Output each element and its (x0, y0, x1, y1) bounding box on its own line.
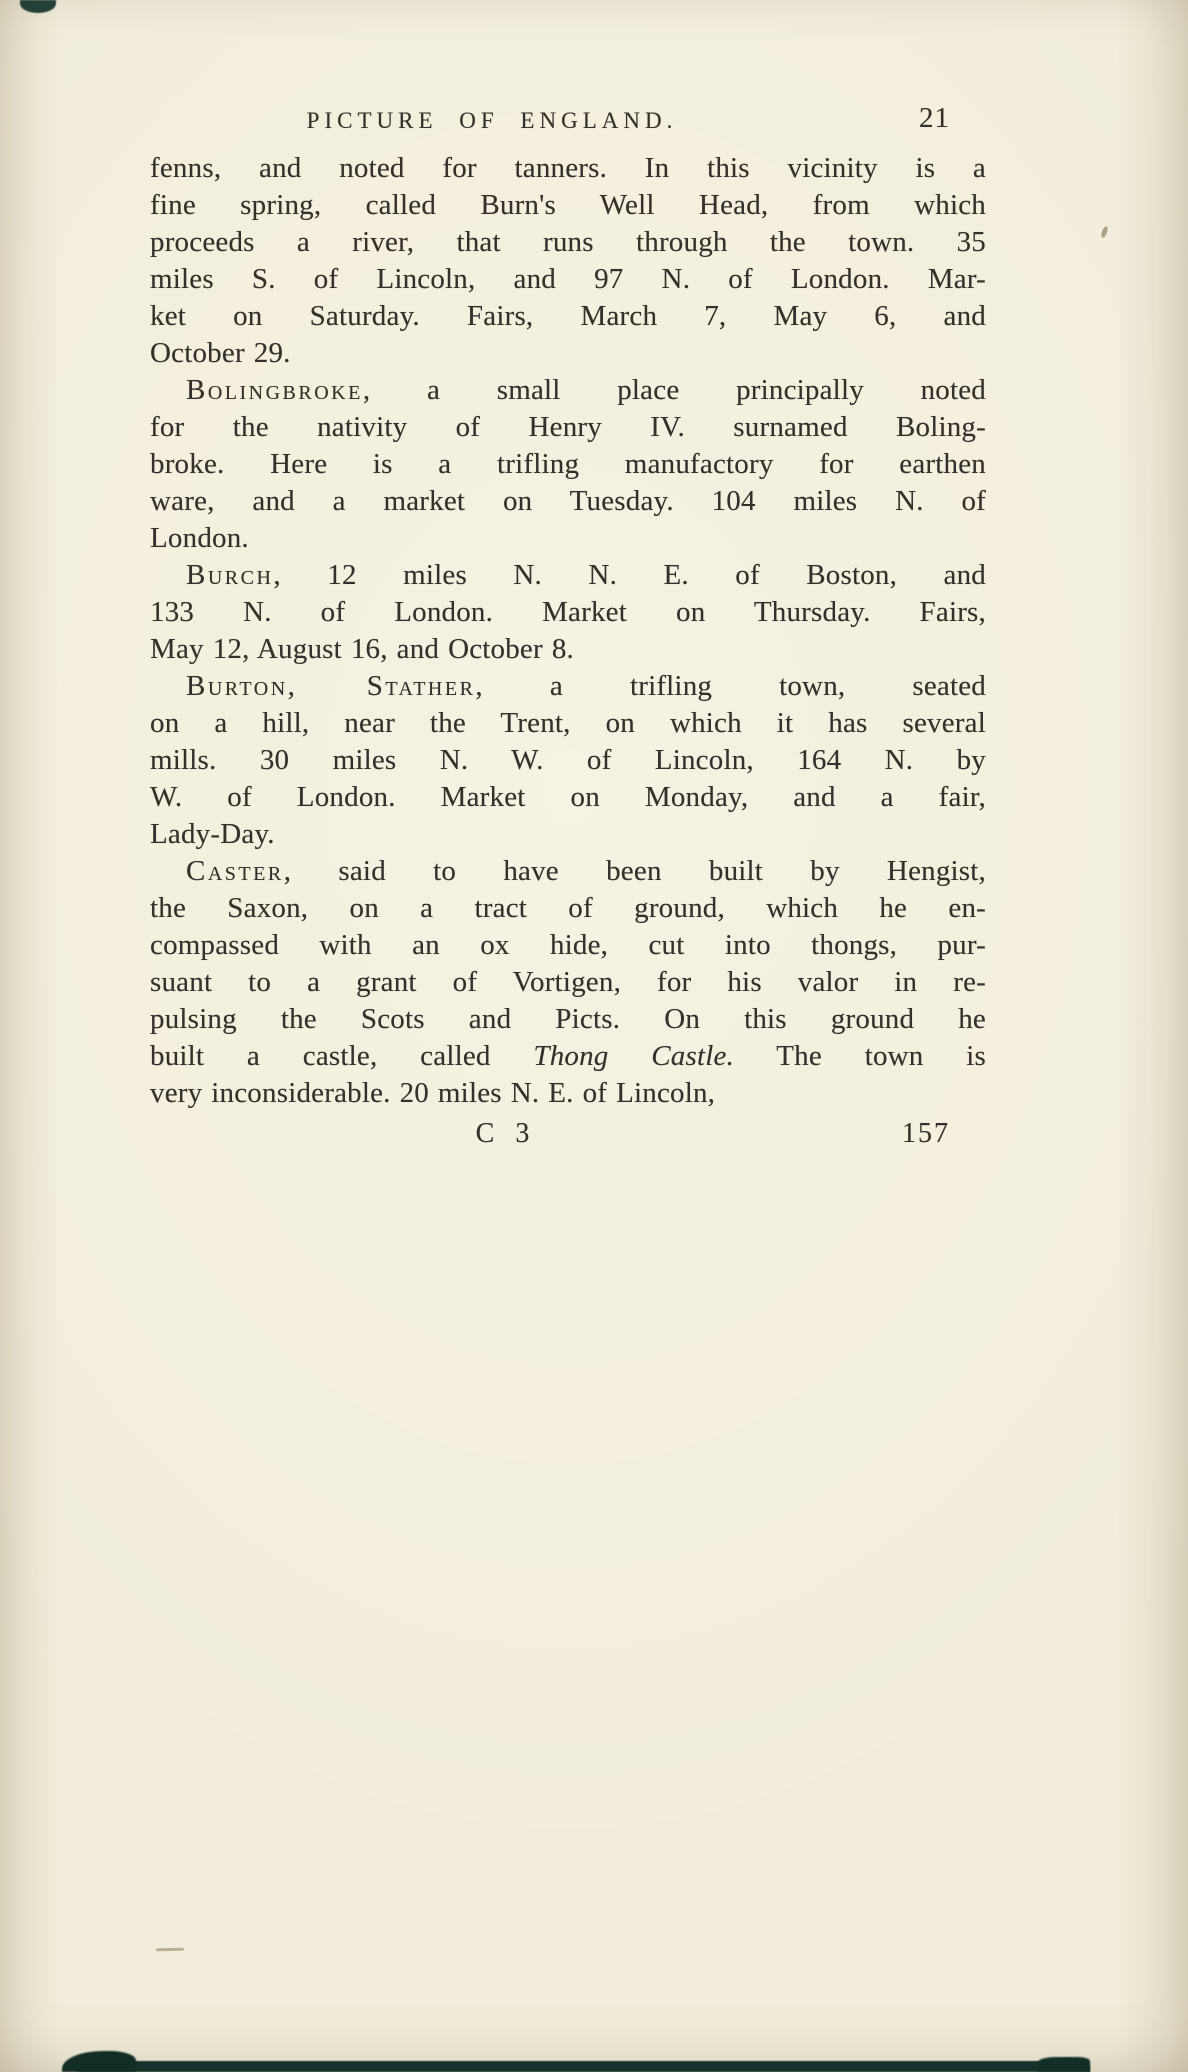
text-line (150, 1038, 986, 1075)
text-segment: on a hill, near the Trent, on which it has several (150, 707, 986, 739)
text-line (150, 631, 986, 668)
text-segment: for the nativity of Henry IV. surnamed Boling- (150, 411, 986, 443)
text-line (150, 187, 986, 224)
text-line (150, 964, 986, 1001)
text-line (150, 483, 986, 520)
text-line (150, 742, 986, 779)
scan-stray-dash (156, 1948, 184, 1951)
text-segment: fine spring, called Burn's Well Head, from which (150, 189, 986, 221)
running-title: PICTURE OF ENGLAND. (306, 108, 678, 133)
text-line (150, 261, 986, 298)
paragraph (150, 668, 986, 853)
text-segment: proceeds a river, that runs through the town. 35 (150, 226, 986, 258)
scan-mark-top-left (20, 0, 56, 13)
scan-edge-bottom-right (1038, 2057, 1090, 2072)
text-line (150, 668, 986, 705)
text-segment: broke. Here is a trifling manufactory for earthen (150, 448, 986, 480)
text-block (150, 150, 986, 1112)
text-line (150, 224, 986, 261)
italic-phrase: Thong Castle. (533, 1040, 735, 1072)
page-header (150, 102, 986, 142)
text-line (150, 779, 986, 816)
text-segment: built a castle, called (150, 1040, 534, 1072)
text-line (150, 150, 986, 187)
text-segment: , a trifling town, seated (475, 670, 987, 702)
text-segment: , 12 miles N. N. E. of Boston, and (273, 559, 986, 591)
text-segment: , said to have been built by Hengist, (283, 855, 986, 887)
paragraph (150, 557, 986, 668)
text-segment: ware, and a market on Tuesday. 104 miles N. of (150, 485, 986, 517)
page-footer (150, 1118, 986, 1158)
paragraph (150, 150, 986, 372)
text-segment: the Saxon, on a tract of ground, which he en- (150, 892, 986, 924)
text-line (150, 298, 986, 335)
text-segment: fenns, and noted for tanners. In this vicinity is a (150, 152, 986, 184)
text-line (150, 520, 986, 557)
text-segment: 133 N. of London. Market on Thursday. Fairs, (150, 596, 986, 628)
place-name: Caster (186, 855, 284, 887)
text-segment: The town is (734, 1040, 987, 1072)
place-name: Burch (186, 559, 274, 591)
text-segment: W. of London. Market on Monday, and a fair, (150, 781, 986, 813)
text-line (150, 409, 986, 446)
scan-edge-bottom-left (62, 2051, 136, 2072)
text-line (150, 1001, 986, 1038)
text-line (150, 446, 986, 483)
text-line (150, 853, 986, 890)
text-line (150, 557, 986, 594)
text-segment: , a small place principally noted (362, 374, 986, 406)
text-segment: compassed with an ox hide, cut into thongs, pur- (150, 929, 986, 961)
text-segment: London. (150, 522, 249, 554)
scan-edge-bottom (78, 2061, 1090, 2072)
place-name: Bolingbroke (186, 374, 363, 406)
text-line (150, 335, 986, 372)
text-segment: October 29. (150, 337, 291, 369)
text-segment: Lady-Day. (150, 818, 275, 850)
text-segment: suant to a grant of Vortigen, for his valor in re- (150, 966, 986, 998)
text-segment: miles S. of Lincoln, and 97 N. of London. Mar- (150, 263, 986, 295)
text-line (150, 816, 986, 853)
page-number: 21 (919, 102, 950, 134)
signature-mark: C 3 (475, 1118, 537, 1149)
text-segment: mills. 30 miles N. W. of Lincoln, 164 N. by (150, 744, 986, 776)
text-line (150, 927, 986, 964)
text-segment: pulsing the Scots and Picts. On this ground he (150, 1003, 986, 1035)
paragraph (150, 853, 986, 1112)
scan-stray-speck (1100, 226, 1109, 239)
text-line (150, 372, 986, 409)
paragraph (150, 372, 986, 557)
text-line (150, 890, 986, 927)
footer-number: 157 (902, 1118, 950, 1149)
place-name: Burton, Stather (186, 670, 476, 702)
text-segment: ket on Saturday. Fairs, March 7, May 6, and (150, 300, 986, 332)
text-line (150, 594, 986, 631)
text-line (150, 705, 986, 742)
text-segment: very inconsiderable. 20 miles N. E. of Lincoln, (150, 1077, 716, 1109)
text-line (150, 1075, 986, 1112)
text-segment: May 12, August 16, and October 8. (150, 633, 574, 665)
